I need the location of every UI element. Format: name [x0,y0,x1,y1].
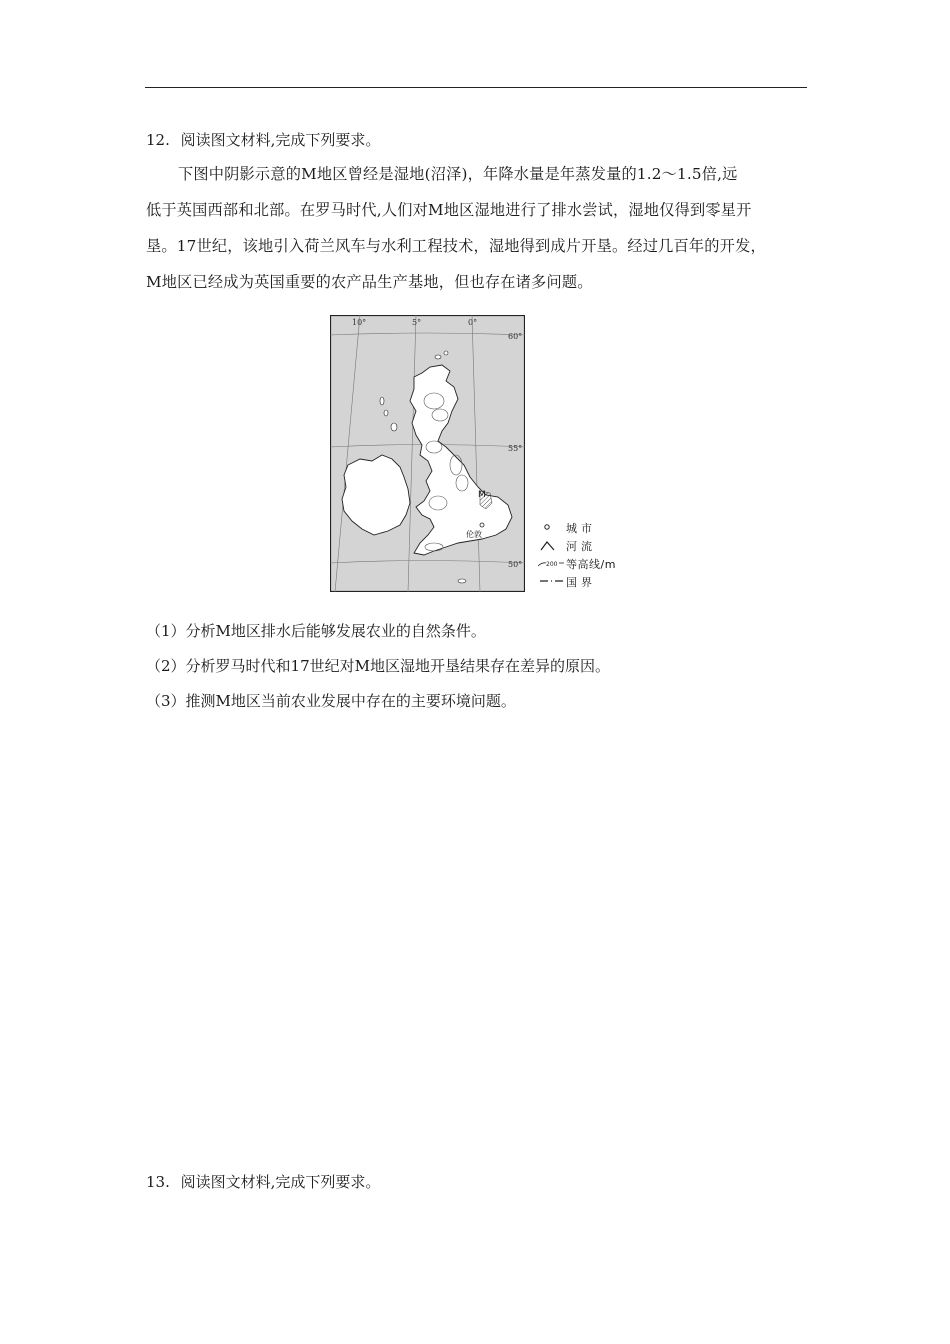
svg-text:200: 200 [546,561,558,568]
paragraph-line-1: 下图中阴影示意的M地区曾经是湿地(沼泽)，年降水量是年蒸发量的1.2～1.5倍,远 [178,165,738,183]
lon-label-0: 0° [468,318,478,327]
m-region-label: M [478,490,486,500]
question-12-heading [146,129,380,150]
london-dot [480,523,484,527]
sub-question-3: （3）推测M地区当前农业发展中存在的主要环境问题。 [146,692,516,710]
legend-item-city: 城市 [538,520,648,534]
map-svg [330,315,525,592]
lon-label-10: 10° [352,318,367,327]
city-dot-icon [538,520,564,534]
lat-label-55: 55° [508,444,523,453]
header-rule [145,87,807,88]
london-label: 伦敦 [466,530,482,539]
lon-label-5: 5° [412,318,422,327]
sub-question-2: （2）分析罗马时代和17世纪对M地区湿地开垦结果存在差异的原因。 [146,657,610,675]
river-icon [538,538,564,552]
paragraph-line-2: 低于英国西部和北部。在罗马时代,人们对M地区湿地进行了排水尝试，湿地仅得到零星开 [146,201,752,219]
britain-map [330,315,525,592]
legend-item-border: 国界 [538,574,648,588]
legend-item-river: 河流 [538,538,648,552]
question-title: 阅读图文材料,完成下列要求。 [180,131,381,149]
question-number: 13. [146,1173,170,1191]
paragraph-line-4: M地区已经成为英国重要的农产品生产基地，但也存在诸多问题。 [146,273,593,291]
question-number: 12. [146,131,170,149]
paragraph-line-3: 垦。17世纪，该地引入荷兰风车与水利工程技术，湿地得到成片开垦。经过几百年的开发， [146,237,766,255]
border-icon [538,574,564,588]
map-legend [538,520,648,590]
contour-icon [538,556,564,570]
lat-label-60: 60° [508,332,523,341]
lat-label-50: 50° [508,560,523,569]
legend-item-contour: 200 等高线/m [538,556,648,570]
sub-question-1: （1）分析M地区排水后能够发展农业的自然条件。 [146,622,486,640]
question-title: 阅读图文材料,完成下列要求。 [180,1173,381,1191]
question-13-heading [146,1171,380,1192]
